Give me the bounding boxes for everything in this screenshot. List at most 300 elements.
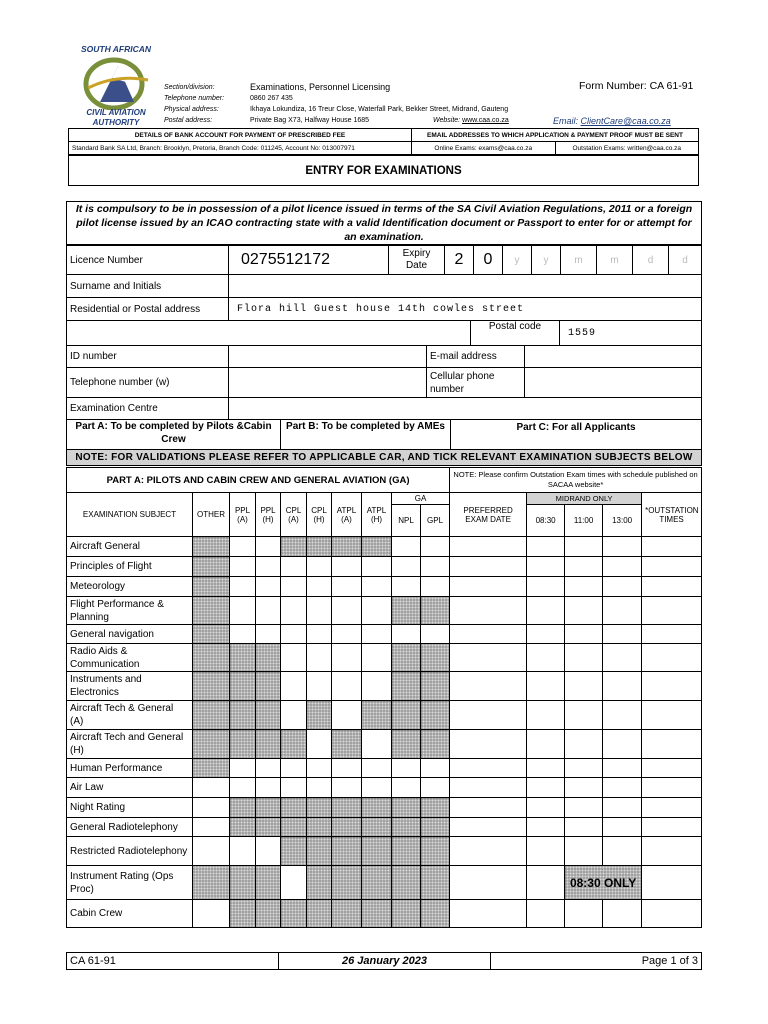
tick-cell[interactable] (362, 730, 392, 759)
subject-name: Flight Performance & Planning (67, 597, 193, 625)
tick-cell[interactable] (307, 759, 332, 778)
col-ga: GA (392, 493, 450, 505)
disabled-cell (256, 730, 281, 759)
tick-cell[interactable] (332, 701, 362, 730)
tick-cell[interactable] (362, 577, 392, 597)
tick-cell[interactable] (230, 778, 256, 798)
outstation-time-cell[interactable] (642, 759, 702, 778)
subject-name: Human Performance (67, 759, 193, 778)
disabled-cell (193, 701, 230, 730)
time-cell[interactable] (565, 597, 603, 625)
tick-cell[interactable] (332, 759, 362, 778)
cellphone-input[interactable] (525, 368, 702, 398)
tick-cell[interactable] (256, 577, 281, 597)
tick-cell[interactable] (256, 759, 281, 778)
col-ppl-a: PPL (A) (230, 493, 256, 537)
tick-cell[interactable] (281, 778, 307, 798)
tick-cell[interactable] (281, 625, 307, 644)
address-input[interactable]: Flora hill Guest house 14th cowles street (229, 298, 702, 321)
tick-cell[interactable] (392, 557, 421, 577)
disabled-cell (193, 759, 230, 778)
subject-name: Night Rating (67, 798, 193, 818)
tick-cell[interactable] (281, 759, 307, 778)
time-cell[interactable] (603, 537, 642, 557)
disabled-cell (362, 818, 392, 837)
disabled-cell (193, 672, 230, 701)
disabled-cell (332, 798, 362, 818)
disabled-cell (332, 900, 362, 928)
disabled-cell (281, 818, 307, 837)
time-cell[interactable] (527, 577, 565, 597)
part-b-label: Part B: To be completed by AMEs (281, 420, 451, 450)
col-preferred-date: PREFERRED EXAM DATE (450, 493, 527, 537)
disabled-cell (256, 672, 281, 701)
outstation-time-cell[interactable] (642, 866, 702, 900)
logo-text-bottom: CIVIL AVIATION AUTHORITY (86, 108, 146, 127)
time-cell[interactable] (565, 577, 603, 597)
outstation-time-cell[interactable] (642, 577, 702, 597)
disabled-cell (307, 798, 332, 818)
tick-cell[interactable] (193, 818, 230, 837)
disabled-cell (421, 798, 450, 818)
time-cell[interactable] (565, 798, 603, 818)
disabled-cell (193, 537, 230, 557)
disabled-cell (193, 577, 230, 597)
time-cell[interactable] (603, 837, 642, 866)
disabled-cell (281, 798, 307, 818)
footer-date: 26 January 2023 (279, 953, 491, 970)
expiry-box[interactable]: d (669, 246, 702, 275)
time-cell[interactable] (565, 557, 603, 577)
col-outstation-times: *OUTSTATION TIMES (642, 493, 702, 537)
postal-code-label: Postal code (471, 321, 560, 346)
preferred-date-cell[interactable] (450, 837, 527, 866)
time-cell[interactable] (603, 701, 642, 730)
email-heading: EMAIL ADDRESSES TO WHICH APPLICATION & PAYMENT PROOF MUST BE SENT (412, 129, 699, 142)
disabled-cell (307, 866, 332, 900)
tick-cell[interactable] (362, 672, 392, 701)
expiry-box[interactable]: y (532, 246, 561, 275)
cellphone-label: Cellular phone number (427, 368, 525, 398)
tick-cell[interactable] (256, 778, 281, 798)
table-row (67, 557, 702, 577)
tick-cell[interactable] (421, 557, 450, 577)
tick-cell[interactable] (230, 759, 256, 778)
telephone-input[interactable] (229, 368, 427, 398)
exam-centre-label: Examination Centre (67, 398, 229, 420)
time-cell[interactable] (527, 625, 565, 644)
address-label: Residential or Postal address (67, 298, 229, 321)
time-cell[interactable] (603, 577, 642, 597)
disabled-cell (421, 644, 450, 672)
table-row (67, 577, 702, 597)
footer-page: Page 1 of 3 (491, 953, 702, 970)
header-value: 0860 267 435 (250, 95, 293, 102)
subject-name: Instrument Rating (Ops Proc) (67, 866, 193, 900)
tick-cell[interactable] (332, 778, 362, 798)
telephone-label: Telephone number (w) (67, 368, 229, 398)
tick-cell[interactable] (332, 577, 362, 597)
disabled-cell (392, 730, 421, 759)
table-row (67, 644, 702, 672)
time-cell[interactable] (527, 759, 565, 778)
col-cpl-a: CPL (A) (281, 493, 307, 537)
tick-cell[interactable] (230, 597, 256, 625)
time-cell[interactable] (603, 818, 642, 837)
header-label: Postal address: (164, 117, 213, 124)
subject-name: General Radiotelephony (67, 818, 193, 837)
tick-cell[interactable] (193, 778, 230, 798)
subject-name: Aircraft Tech & General (A) (67, 701, 193, 730)
outstation-time-cell[interactable] (642, 672, 702, 701)
tick-cell[interactable] (281, 557, 307, 577)
disabled-cell (256, 818, 281, 837)
disabled-cell (307, 701, 332, 730)
outstation-note: NOTE: Please confirm Outstation Exam times with schedule published on SACAA website* (450, 468, 702, 493)
time-cell[interactable] (527, 900, 565, 928)
header-info (164, 82, 509, 126)
bank-table (68, 128, 699, 155)
outstation-time-cell[interactable] (642, 537, 702, 557)
time-cell[interactable] (603, 778, 642, 798)
tick-cell[interactable] (281, 597, 307, 625)
time-cell[interactable] (603, 597, 642, 625)
time-cell[interactable] (565, 625, 603, 644)
header-value: Private Bag X73, Halfway House 1685 (250, 117, 370, 124)
disabled-cell (392, 798, 421, 818)
time-cell[interactable] (565, 759, 603, 778)
email-link[interactable]: ClientCare@caa.co.za (580, 116, 671, 126)
time-cell[interactable] (603, 798, 642, 818)
tick-cell[interactable] (307, 557, 332, 577)
tick-cell[interactable] (392, 577, 421, 597)
compulsory-notice: It is compulsory to be in possession of a pilot licence issued in terms of the SA Civil Aviation Regulations, 2011 or a foreign pilot license issued by an ICAO contracting state with a valid Identification document or Passport to enter for or attempt for an examination. (66, 201, 702, 245)
outstation-time-cell[interactable] (642, 837, 702, 866)
time-cell[interactable] (565, 644, 603, 672)
tick-cell[interactable] (332, 625, 362, 644)
disabled-cell (362, 701, 392, 730)
time-cell[interactable] (565, 900, 603, 928)
table-row (67, 778, 702, 798)
disabled-cell (307, 537, 332, 557)
disabled-cell (193, 625, 230, 644)
subject-name: General navigation (67, 625, 193, 644)
header-label: Physical address: (164, 106, 219, 113)
tick-cell[interactable] (362, 644, 392, 672)
time-cell[interactable] (527, 837, 565, 866)
tick-cell[interactable] (193, 798, 230, 818)
instrument-time-note: 08:30 ONLY (565, 866, 642, 900)
tick-cell[interactable] (230, 625, 256, 644)
preferred-date-cell[interactable] (450, 730, 527, 759)
expiry-box[interactable]: d (633, 246, 669, 275)
disabled-cell (392, 672, 421, 701)
outstation-time-cell[interactable] (642, 730, 702, 759)
disabled-cell (281, 837, 307, 866)
disabled-cell (281, 900, 307, 928)
tick-cell[interactable] (281, 644, 307, 672)
tick-cell[interactable] (362, 557, 392, 577)
subject-name: Meteorology (67, 577, 193, 597)
col-other: OTHER (193, 493, 230, 537)
tick-cell[interactable] (332, 597, 362, 625)
tick-cell[interactable] (256, 537, 281, 557)
disabled-cell (362, 798, 392, 818)
postal-code-input[interactable]: 1559 (560, 321, 702, 346)
time-cell[interactable] (527, 778, 565, 798)
time-cell[interactable] (527, 672, 565, 701)
surname-input[interactable] (229, 275, 702, 298)
tick-cell[interactable] (281, 701, 307, 730)
tick-cell[interactable] (193, 837, 230, 866)
tick-cell[interactable] (307, 778, 332, 798)
expiry-box[interactable]: m (561, 246, 597, 275)
preferred-date-cell[interactable] (450, 672, 527, 701)
subject-name: Aircraft General (67, 537, 193, 557)
tick-cell[interactable] (392, 759, 421, 778)
table-row (67, 866, 702, 900)
disabled-cell (392, 866, 421, 900)
time-cell[interactable] (565, 818, 603, 837)
preferred-date-cell[interactable] (450, 644, 527, 672)
tick-cell[interactable] (332, 644, 362, 672)
table-row (67, 625, 702, 644)
email-label: Email: (553, 116, 579, 126)
preferred-date-cell[interactable] (450, 625, 527, 644)
disabled-cell (392, 837, 421, 866)
tick-cell[interactable] (281, 577, 307, 597)
preferred-date-cell[interactable] (450, 818, 527, 837)
tick-cell[interactable] (392, 778, 421, 798)
tick-cell[interactable] (193, 900, 230, 928)
disabled-cell (230, 701, 256, 730)
expiry-box[interactable]: 0 (474, 246, 503, 275)
preferred-date-cell[interactable] (450, 900, 527, 928)
preferred-date-cell[interactable] (450, 701, 527, 730)
time-cell[interactable] (527, 644, 565, 672)
expiry-box[interactable]: 2 (445, 246, 474, 275)
email-address-input[interactable] (525, 346, 702, 368)
time-cell[interactable] (603, 759, 642, 778)
time-cell[interactable] (565, 730, 603, 759)
disabled-cell (230, 672, 256, 701)
outstation-time-cell[interactable] (642, 557, 702, 577)
tick-cell[interactable] (362, 625, 392, 644)
time-cell[interactable] (603, 900, 642, 928)
table-row (67, 701, 702, 730)
part-a-label: Part A: To be completed by Pilots &Cabin Crew (67, 420, 281, 450)
disabled-cell (392, 701, 421, 730)
tick-cell[interactable] (307, 625, 332, 644)
preferred-date-cell[interactable] (450, 778, 527, 798)
time-cell[interactable] (565, 701, 603, 730)
tick-cell[interactable] (281, 672, 307, 701)
tick-cell[interactable] (256, 597, 281, 625)
disabled-cell (392, 597, 421, 625)
table-row (67, 672, 702, 701)
tick-cell[interactable] (256, 837, 281, 866)
time-cell[interactable] (565, 537, 603, 557)
col-time-0830: 08:30 (527, 505, 565, 537)
time-cell[interactable] (603, 730, 642, 759)
col-midrand-only: MIDRAND ONLY (527, 493, 642, 505)
time-cell[interactable] (527, 730, 565, 759)
outstation-time-cell[interactable] (642, 778, 702, 798)
licence-number-input[interactable]: 0275512172 (229, 246, 389, 275)
table-row (67, 798, 702, 818)
col-subject: EXAMINATION SUBJECT (67, 493, 193, 537)
disabled-cell (332, 837, 362, 866)
tick-cell[interactable] (392, 625, 421, 644)
subject-name: Restricted Radiotelephony (67, 837, 193, 866)
tick-cell[interactable] (256, 557, 281, 577)
time-cell[interactable] (527, 701, 565, 730)
tick-cell[interactable] (421, 759, 450, 778)
table-row (67, 759, 702, 778)
table-row (67, 730, 702, 759)
header-value: Examinations, Personnel Licensing (250, 82, 391, 92)
disabled-cell (230, 798, 256, 818)
preferred-date-cell[interactable] (450, 557, 527, 577)
preferred-date-cell[interactable] (450, 597, 527, 625)
tick-cell[interactable] (307, 597, 332, 625)
col-gpl: GPL (421, 505, 450, 537)
disabled-cell (392, 818, 421, 837)
tick-cell[interactable] (362, 778, 392, 798)
tick-cell[interactable] (307, 730, 332, 759)
time-cell[interactable] (603, 557, 642, 577)
disabled-cell (230, 866, 256, 900)
subject-name: Cabin Crew (67, 900, 193, 928)
time-cell[interactable] (527, 866, 565, 900)
form-number: Form Number: CA 61-91 (579, 80, 694, 92)
disabled-cell (421, 672, 450, 701)
preferred-date-cell[interactable] (450, 759, 527, 778)
time-cell[interactable] (527, 798, 565, 818)
preferred-date-cell[interactable] (450, 577, 527, 597)
header-label: Section/division: (164, 84, 215, 91)
tick-cell[interactable] (230, 537, 256, 557)
disabled-cell (256, 644, 281, 672)
disabled-cell (362, 900, 392, 928)
outstation-time-cell[interactable] (642, 900, 702, 928)
col-npl: NPL (392, 505, 421, 537)
time-cell[interactable] (527, 597, 565, 625)
preferred-date-cell[interactable] (450, 537, 527, 557)
disabled-cell (193, 597, 230, 625)
disabled-cell (307, 837, 332, 866)
tick-cell[interactable] (421, 625, 450, 644)
tick-cell[interactable] (230, 557, 256, 577)
address-line-2-input[interactable] (67, 321, 471, 346)
subject-name: Principles of Flight (67, 557, 193, 577)
disabled-cell (256, 866, 281, 900)
disabled-cell (193, 557, 230, 577)
expiry-box[interactable]: m (597, 246, 633, 275)
tick-cell[interactable] (230, 837, 256, 866)
preferred-date-cell[interactable] (450, 798, 527, 818)
footer-table (66, 952, 702, 970)
tick-cell[interactable] (421, 577, 450, 597)
disabled-cell (362, 537, 392, 557)
tick-cell[interactable] (362, 759, 392, 778)
expiry-date-label: Expiry Date (389, 246, 445, 275)
subject-name: Air Law (67, 778, 193, 798)
time-cell[interactable] (603, 644, 642, 672)
tick-cell[interactable] (307, 577, 332, 597)
time-cell[interactable] (565, 778, 603, 798)
licence-number-label: Licence Number (67, 246, 229, 275)
outstation-time-cell[interactable] (642, 701, 702, 730)
time-cell[interactable] (565, 837, 603, 866)
disabled-cell (230, 818, 256, 837)
subject-name: Radio Aids & Communication (67, 644, 193, 672)
tick-cell[interactable] (392, 537, 421, 557)
parts-table (66, 419, 702, 466)
tick-cell[interactable] (421, 778, 450, 798)
tick-cell[interactable] (230, 577, 256, 597)
tick-cell[interactable] (421, 537, 450, 557)
tick-cell[interactable] (332, 672, 362, 701)
surname-label: Surname and Initials (67, 275, 229, 298)
postal-row (66, 320, 702, 346)
table-row (67, 837, 702, 866)
time-cell[interactable] (603, 625, 642, 644)
tick-cell[interactable] (362, 597, 392, 625)
disabled-cell (421, 866, 450, 900)
disabled-cell (307, 818, 332, 837)
outstation-exams-email[interactable]: Outstation Exams: written@caa.co.za (555, 142, 699, 155)
tick-cell[interactable] (332, 557, 362, 577)
time-cell[interactable] (527, 557, 565, 577)
tick-cell[interactable] (307, 672, 332, 701)
exam-subjects-table (66, 467, 702, 928)
logo-text-top: SOUTH AFRICAN (80, 44, 152, 54)
tick-cell[interactable] (256, 625, 281, 644)
tick-cell[interactable] (307, 644, 332, 672)
outstation-time-cell[interactable] (642, 818, 702, 837)
subject-name: Instruments and Electronics (67, 672, 193, 701)
outstation-time-cell[interactable] (642, 798, 702, 818)
id-number-label: ID number (67, 346, 229, 368)
outstation-time-cell[interactable] (642, 625, 702, 644)
time-cell[interactable] (565, 672, 603, 701)
tick-cell[interactable] (281, 866, 307, 900)
preferred-date-cell[interactable] (450, 866, 527, 900)
exam-centre-input[interactable] (229, 398, 702, 420)
time-cell[interactable] (527, 537, 565, 557)
bank-heading: DETAILS OF BANK ACCOUNT FOR PAYMENT OF PRESCRIBED FEE (69, 129, 412, 142)
col-atpl-a: ATPL (A) (332, 493, 362, 537)
time-cell[interactable] (527, 818, 565, 837)
part-a-heading: PART A: PILOTS AND CABIN CREW AND GENERAL AVIATION (GA) (67, 468, 450, 493)
disabled-cell (332, 537, 362, 557)
disabled-cell (421, 837, 450, 866)
disabled-cell (281, 730, 307, 759)
contact-table (66, 345, 702, 420)
website-label: Website: (433, 117, 461, 124)
disabled-cell (421, 730, 450, 759)
id-number-input[interactable] (229, 346, 427, 368)
website-link[interactable]: www.caa.co.za (462, 117, 509, 124)
time-cell[interactable] (603, 672, 642, 701)
disabled-cell (193, 866, 230, 900)
online-exams-email[interactable]: Online Exams: exams@caa.co.za (412, 142, 556, 155)
disabled-cell (362, 837, 392, 866)
expiry-box[interactable]: y (503, 246, 532, 275)
outstation-time-cell[interactable] (642, 644, 702, 672)
outstation-time-cell[interactable] (642, 597, 702, 625)
